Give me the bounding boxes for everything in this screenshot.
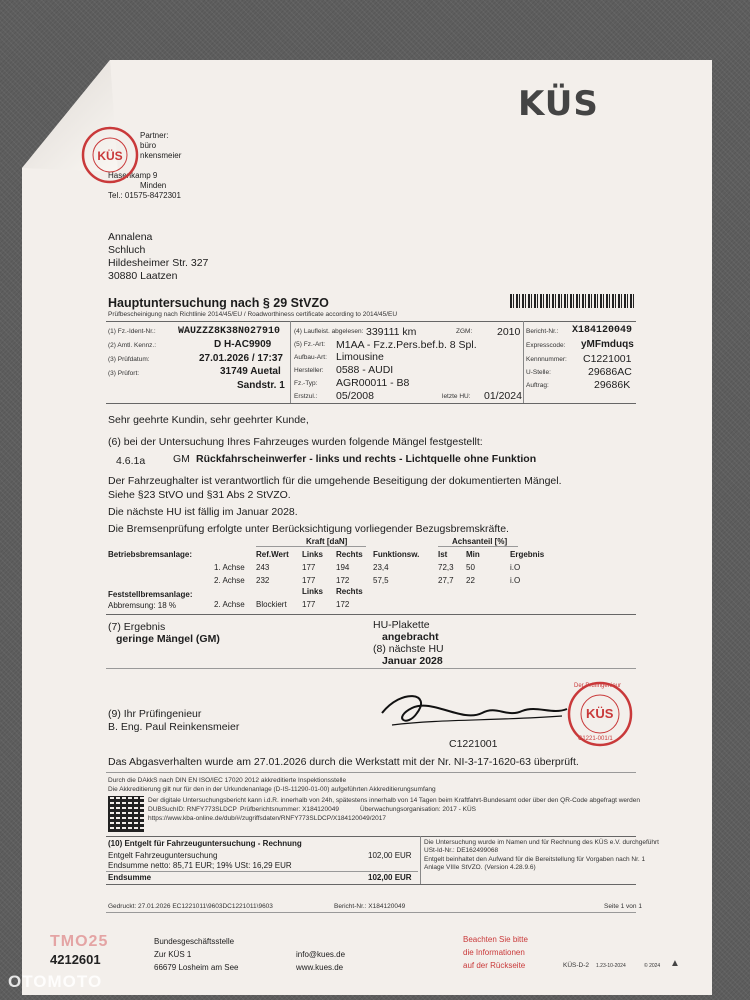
sender-line-3: nkensmeier [140, 151, 182, 160]
laufleistung-label: (4) Laufleist. abgelesen: [294, 328, 364, 335]
maengel-intro: (6) bei der Untersuchung Ihres Fahrzeuges wurden folgende Mängel festgestellt: [108, 436, 483, 448]
col-funktionsw: Funktionsw. [373, 550, 420, 559]
pruefdatum-value: 27.01.2026 / 17:37 [199, 353, 283, 364]
table-divider-2 [523, 321, 524, 403]
pruefort-label: (3) Prüfort: [108, 370, 140, 377]
row2-axle: 2. Achse [214, 576, 245, 585]
aufbau-value: Limousine [336, 351, 384, 363]
row1-ref: 243 [256, 563, 270, 572]
pruefing-name: B. Eng. Paul Reinkensmeier [108, 721, 240, 733]
invoice-top-rule [106, 836, 636, 837]
page-number: Seite 1 von 1 [604, 903, 642, 910]
kennz-value: D H-AC9909 [214, 339, 272, 350]
row2-links: 177 [302, 576, 316, 585]
invoice-note-1: Die Untersuchung wurde im Namen und für Rechnung des KÜS e.V. durchgeführt [424, 839, 659, 846]
row1-erg: i.O [510, 563, 521, 572]
ustelle-value: 29686AC [588, 366, 632, 378]
hersteller-value: 0588 - AUDI [336, 364, 394, 376]
row2-rechts: 172 [336, 576, 350, 585]
achsanteil-header: Achsanteil [%] [452, 537, 508, 546]
invoice-divider [420, 836, 421, 884]
invoice-total-rule [106, 871, 418, 872]
row2-erg: i.O [510, 576, 521, 585]
plakette-label: HU-Plakette [373, 619, 430, 631]
result-top-rule [106, 614, 636, 615]
fine-line-2: Die Akkreditierung gilt nur für den in der Urkundenanlage (D-IS-11290-01-00) aufgeführten Akkreditierungsumfang [108, 786, 436, 793]
col-rechts: Rechts [336, 550, 363, 559]
fine-line-3: Der digitale Untersuchungsbericht kann i.d.R. innerhalb von 24h, spätestens innerhalb von 14 Tagen beim Kraftfahrt-Bundesamt oder über den QR-Code abgefragt werden [148, 797, 641, 804]
pruefort-value-2: Sandstr. 1 [237, 380, 285, 391]
fest-label: Feststellbremsanlage: [108, 590, 193, 599]
kues-logo: KÜS [518, 84, 599, 124]
invoice-note-4: Anlage VIIIe StVZO. (Version 4.28.9.6) [424, 864, 536, 871]
row1-rechts: 194 [336, 563, 350, 572]
fine-top-rule [106, 772, 636, 773]
bericht-value: X184120049 [572, 325, 633, 336]
stamp-bottom-text: C1221-001/1 [578, 736, 613, 742]
footer-bericht: Bericht-Nr.: X184120049 [334, 903, 406, 910]
office-line-2: Zur KÜS 1 [154, 950, 192, 959]
bremsen-sentence: Die Bremsenprüfung erfolgte unter Berücksichtigung vorliegender Bezugsbremskräfte. [108, 523, 509, 535]
col-links: Links [302, 550, 323, 559]
bericht-label: Bericht-Nr.: [526, 328, 559, 335]
mangel-code: 4.6.1a [116, 455, 146, 467]
small-stamp-icon [80, 125, 140, 185]
row2-min: 22 [466, 576, 475, 585]
hersteller-label: Hersteller: [294, 367, 324, 374]
plakette-value: angebracht [382, 631, 439, 643]
col-ergebnis: Ergebnis [510, 550, 545, 559]
erstzul-label: Erstzul.: [294, 393, 318, 400]
typ-label: Fz.-Typ: [294, 380, 318, 387]
fest-ref: Blockiert [256, 600, 287, 609]
next-hu-label: (8) nächste HU [373, 643, 444, 655]
row1-funk: 23,4 [373, 563, 389, 572]
office-email[interactable]: info@kues.de [296, 950, 346, 959]
stamp-center-text: KÜS [586, 706, 614, 721]
betriebs-label: Betriebsbremsanlage: [108, 550, 193, 559]
row1-ist: 72,3 [438, 563, 454, 572]
printed-line: Gedruckt: 27.01.2026 EC1221011\9603DC1221011\9603 [108, 903, 273, 910]
sender-line-2: büro [140, 141, 157, 150]
pruefberichtsnummer: Prüfberichtsnummer: X184120049 [240, 806, 340, 813]
achsanteil-rule [438, 546, 518, 547]
auftrag-value: 29686K [594, 379, 631, 391]
paragraph-1: Der Fahrzeughalter ist verantwortlich für die umgehende Beseitigung der dokumentierten Mängel. [108, 475, 562, 487]
col-ist: Ist [438, 550, 448, 559]
ueberwachungsorganisation: Überwachungsorganisation: 2017 - KÜS [360, 806, 476, 813]
kennnummer-label: Kennnummer: [526, 356, 567, 363]
mangel-text: Rückfahrscheinwerfer - links und rechts - Lichtquelle ohne Funktion [196, 453, 537, 465]
kraft-rule [256, 546, 366, 547]
sender-line-1: Partner: [140, 131, 169, 140]
qr-code[interactable] [108, 796, 144, 832]
invoice-line-1-value: 102,00 EUR [368, 851, 412, 860]
ustelle-label: U-Stelle: [526, 369, 551, 376]
hint-line-2: die Informationen [463, 948, 525, 957]
fest-links: 177 [302, 600, 316, 609]
stamp-top-text: Der Prüfingenieur [574, 683, 622, 689]
kba-link[interactable]: https://www.kba-online.de/dub/#/zugriffsdaten/RNFY773SLDCP/X184120049/2017 [148, 815, 387, 822]
express-label: Expresscode: [526, 342, 566, 349]
letzte-hu-label: letzte HU: [442, 393, 471, 400]
fest-axle: 2. Achse [214, 600, 245, 609]
form-date: 1.23-10-2024 [596, 963, 626, 969]
laufleistung-value: 339111 km [366, 326, 417, 338]
next-hu-sentence: Die nächste HU ist fällig im Januar 2028. [108, 506, 298, 518]
recipient-line-2: Schluch [108, 244, 146, 256]
zgm-label: ZGM: [456, 328, 473, 335]
kennz-label: (2) Amtl. Kennz.: [108, 342, 157, 349]
row2-funk: 57,5 [373, 576, 389, 585]
copyright: © 2024 [644, 963, 661, 969]
document-subtitle: Prüfbescheinigung nach Richtlinie 2014/45/EU / Roadworthiness certificate according to 2014/45/EU [108, 311, 398, 318]
document-title: Hauptuntersuchung nach § 29 StVZO [108, 296, 329, 310]
fest-rechts: 172 [336, 600, 350, 609]
letzte-hu-value: 01/2024 [484, 390, 522, 402]
signature-id: C1221001 [449, 738, 498, 750]
fest-links-header: Links [302, 587, 323, 596]
col-min: Min [466, 550, 480, 559]
fz-ident-label: (1) Fz.-Ident-Nr.: [108, 328, 156, 335]
sender-phone: Tel.: 01575-8472301 [108, 191, 181, 200]
invoice-note-3: Entgelt beinhaltet den Aufwand für die Bereitstellung für Vorgaben nach Nr. 1 [424, 856, 646, 863]
kraft-header: Kraft [daN] [306, 537, 348, 546]
row2-ist: 27,7 [438, 576, 454, 585]
barcode [510, 294, 635, 308]
sender-street: Hasenkamp 9 [108, 171, 158, 180]
ergebnis-label: (7) Ergebnis [108, 621, 166, 633]
tmo-code: TMO25 [50, 933, 109, 950]
auftrag-label: Auftrag: [526, 382, 549, 389]
row1-axle: 1. Achse [214, 563, 245, 572]
row2-ref: 232 [256, 576, 270, 585]
zgm-value: 2010 [497, 326, 521, 338]
fest-rechts-header: Rechts [336, 587, 363, 596]
invoice-bottom-rule [106, 884, 636, 885]
col-refwert: Ref.Wert [256, 550, 289, 559]
fine-line-1: Durch die DAkkS nach DIN EN ISO/IEC 17020 2012 akkreditierte Inspektionsstelle [108, 777, 347, 784]
express-value: yMFmduqs [581, 339, 634, 350]
pruefort-value-1: 31749 Auetal [220, 366, 281, 377]
invoice-title: (10) Entgelt für Fahrzeuguntersuchung - Rechnung [108, 839, 302, 848]
office-line-3: 66679 Losheim am See [154, 963, 239, 972]
table-bottom-rule [106, 403, 636, 404]
invoice-total-label: Endsumme [108, 873, 152, 882]
row1-min: 50 [466, 563, 475, 572]
erstzul-value: 05/2008 [336, 390, 374, 402]
recipient-line-1: Annalena [108, 231, 153, 243]
fzart-label: (5) Fz.-Art: [294, 341, 326, 348]
invoice-line-1-label: Entgelt Fahrzeuguntersuchung [108, 851, 218, 860]
pruefing-label: (9) Ihr Prüfingenieur [108, 708, 202, 720]
greeting: Sehr geehrte Kundin, sehr geehrter Kunde, [108, 414, 309, 426]
hint-line-3: auf der Rückseite [463, 961, 526, 970]
paragraph-2: Siehe §23 StVO und §31 Abs 2 StVZO. [108, 489, 291, 501]
fzart-value: M1AA - Fz.z.Pers.bef.b. 8 Spl. [336, 339, 477, 351]
svg-text:KÜS: KÜS [97, 149, 123, 163]
office-line-1: Bundesgeschäftsstelle [154, 937, 235, 946]
hint-line-1: Beachten Sie bitte [463, 935, 528, 944]
typ-value: AGR00011 - B8 [336, 377, 410, 389]
ergebnis-value: geringe Mängel (GM) [116, 633, 220, 645]
office-website[interactable]: www.kues.de [296, 963, 344, 972]
result-bottom-rule [106, 668, 636, 669]
pruefingenieur-stamp [566, 680, 634, 748]
footer-rule [106, 912, 636, 913]
dub-such-id: DUBSuchID: RNFY773SLDCP [148, 806, 237, 813]
aufbau-label: Aufbau-Art: [294, 354, 327, 361]
table-top-rule [106, 321, 636, 322]
serial-number: 4212601 [50, 952, 101, 967]
invoice-note-2: USt-Id-Nr.: DE162499068 [424, 847, 499, 854]
fz-ident-value: WAUZZZ8K38N027910 [178, 326, 281, 337]
sender-city: Minden [140, 181, 167, 190]
mangel-type: GM [173, 453, 190, 465]
kennnummer-value: C1221001 [583, 353, 632, 365]
invoice-total-value: 102,00 EUR [368, 873, 412, 882]
next-hu-value: Januar 2028 [382, 655, 443, 667]
abgas-sentence: Das Abgasverhalten wurde am 27.01.2026 durch die Werkstatt mit der Nr. NI-3-17-1620-63 überprüft. [108, 756, 579, 768]
recipient-line-3: Hildesheimer Str. 327 [108, 257, 209, 269]
otomoto-watermark: OTOMOTO [8, 972, 103, 991]
abbremsung: Abbremsung: 18 % [108, 601, 177, 610]
row1-links: 177 [302, 563, 316, 572]
signature [372, 683, 572, 733]
pruefdatum-label: (3) Prüfdatum: [108, 356, 150, 363]
form-code: KÜS-D-2 [563, 962, 590, 969]
table-divider-1 [290, 321, 291, 403]
invoice-net-line: Endsumme netto: 85,71 EUR; 19% USt: 16,29 EUR [108, 861, 292, 870]
triangle-icon: ▲ [670, 958, 680, 969]
recipient-line-4: 30880 Laatzen [108, 270, 178, 282]
